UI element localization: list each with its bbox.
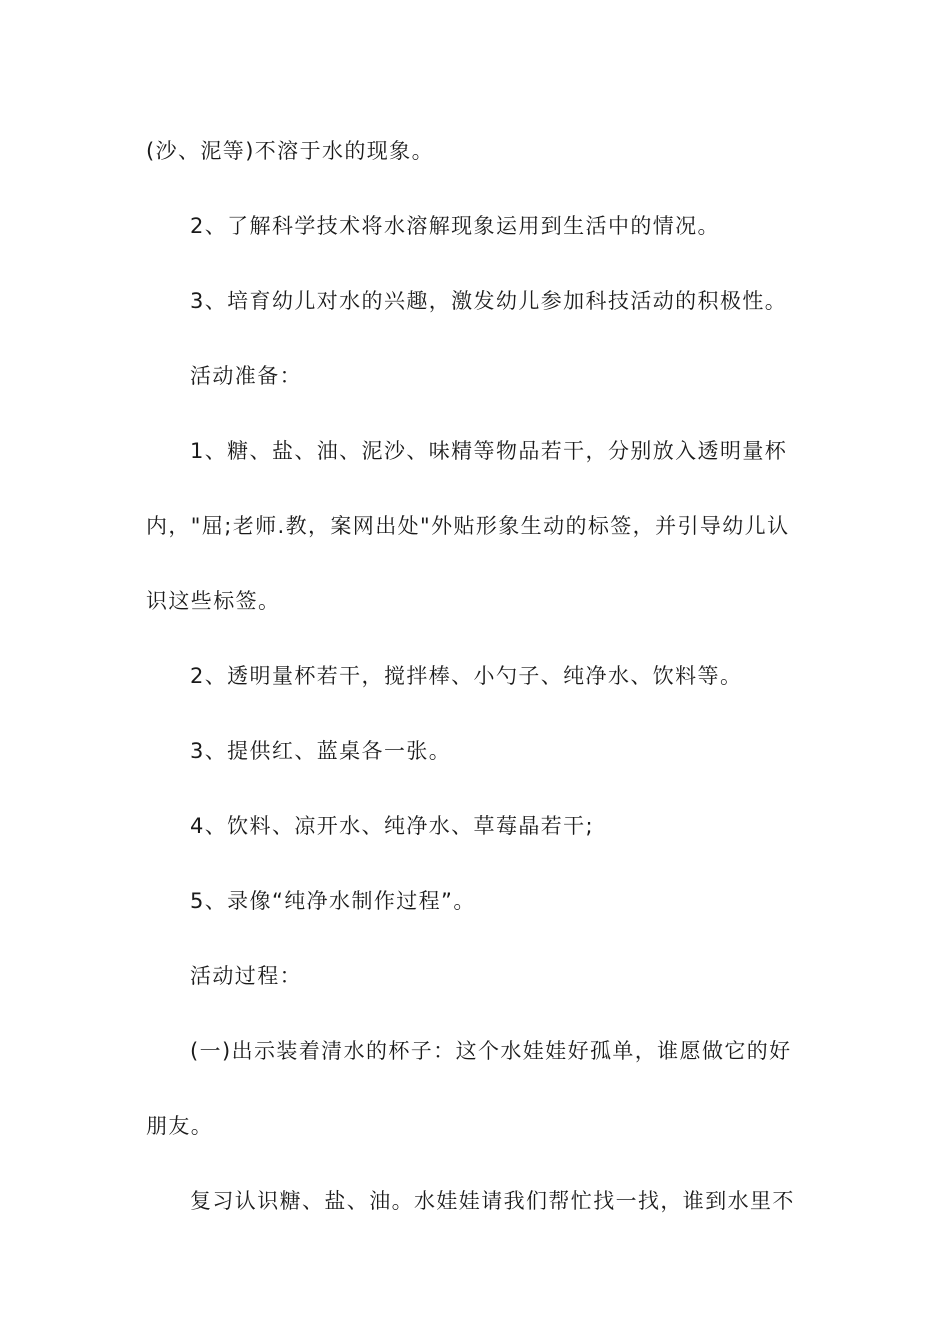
section-heading: 活动准备： [190, 364, 302, 388]
section-heading: 活动过程： [190, 964, 302, 988]
text-line: 3、培育幼儿对水的兴趣，激发幼儿参加科技活动的积极性。 [190, 289, 788, 313]
text-line: 识这些标签。 [146, 589, 281, 613]
text-line: 4、饮料、凉开水、纯净水、草莓晶若干; [190, 814, 595, 838]
text-line: (沙、泥等)不溶于水的现象。 [146, 139, 434, 163]
text-line: 5、录像“纯净水制作过程”。 [190, 889, 476, 913]
text-line: 复习认识糖、盐、油。水娃娃请我们帮忙找一找，谁到水里不 [190, 1189, 795, 1213]
text-line: (一)出示装着清水的杯子：这个水娃娃好孤单，谁愿做它的好 [190, 1039, 792, 1063]
text-line: 内，"屈;老师.教，案网出处"外贴形象生动的标签，并引导幼儿认 [146, 514, 790, 538]
text-line: 朋友。 [146, 1114, 214, 1138]
text-line: 3、提供红、蓝桌各一张。 [190, 739, 452, 763]
text-line: 2、透明量杯若干，搅拌棒、小勺子、纯净水、饮料等。 [190, 664, 743, 688]
text-line: 2、了解科学技术将水溶解现象运用到生活中的情况。 [190, 214, 720, 238]
text-line: 1、糖、盐、油、泥沙、味精等物品若干，分别放入透明量杯 [190, 439, 788, 463]
